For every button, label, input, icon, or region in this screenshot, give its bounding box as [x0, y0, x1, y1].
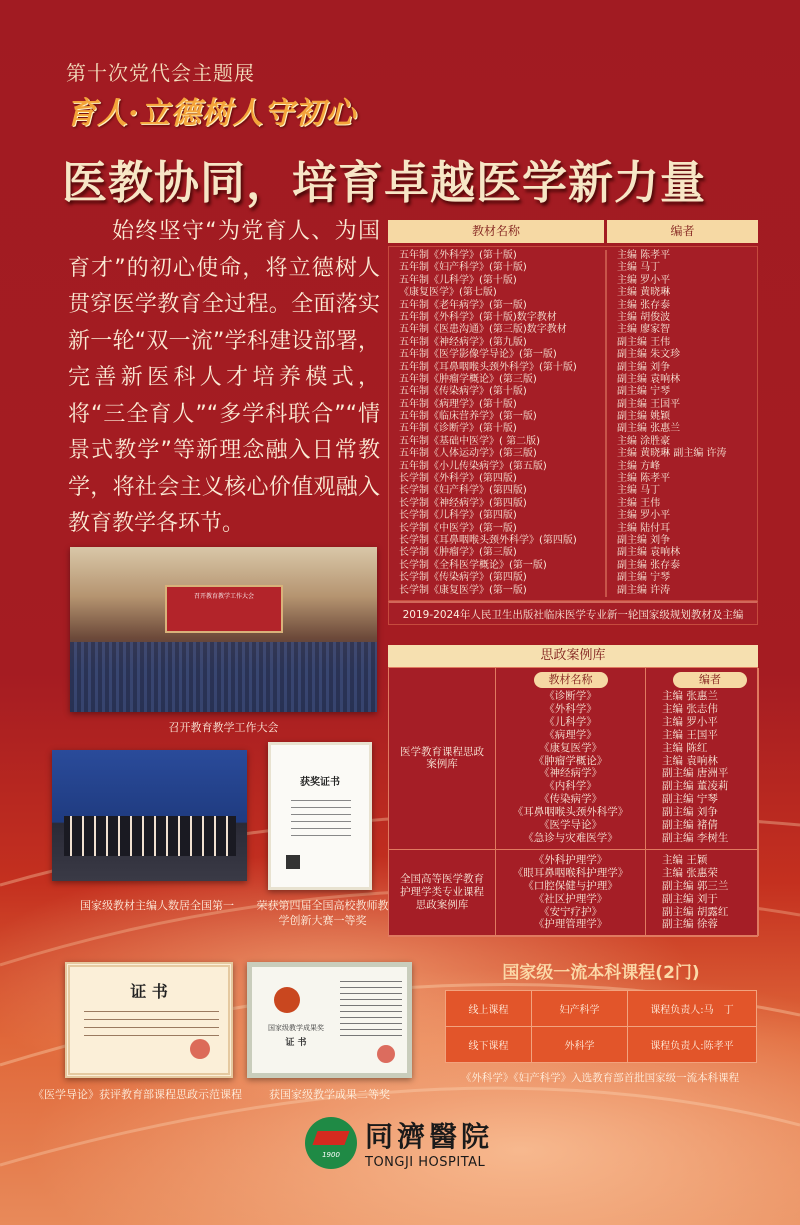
book-name: 《传染病学》 — [539, 793, 602, 806]
editor-name: 副主编 刘争 — [617, 361, 671, 373]
book-name: 《诊断学》 — [544, 690, 597, 702]
hall-banner-text: 召开教育教学工作大会 — [193, 593, 254, 600]
editor-name: 主编 张惠兰 — [662, 690, 718, 702]
book-name: 《社区护理学》 — [533, 892, 608, 905]
table-row — [446, 991, 757, 1027]
table-row — [446, 1027, 757, 1063]
editor-name: 副主编 刘争 — [617, 534, 671, 546]
book-name: 五年制《基础中医学》( 第二版) — [399, 435, 540, 447]
logo-english-name: TONGJI HOSPITAL — [365, 1155, 486, 1170]
book-name: 长学制《妇产科学》(第四版) — [399, 485, 527, 497]
editor-name: 主编 廖家智 — [617, 324, 671, 336]
courses-title: 国家级一流本科课程(2门) — [502, 963, 700, 983]
teaching-award-certificate — [247, 962, 412, 1078]
textbook-table-header — [388, 220, 758, 243]
cert1-title: 证 书 — [130, 982, 168, 1001]
cert2-title: 国家级教学成果奖 — [268, 1024, 324, 1032]
book-name: 五年制《老年病学》(第一版) — [399, 299, 527, 311]
editor-name: 副主编 褚倩 — [662, 819, 718, 832]
hall-stage — [165, 585, 283, 633]
editor-column — [607, 250, 757, 597]
book-name: 五年制《外科学》(第十版)数字教材 — [399, 311, 557, 323]
case-editors — [646, 668, 759, 850]
editor-name: 副主编 刘争 — [662, 806, 718, 819]
book-name: 五年制《人体运动学》(第三版) — [399, 448, 537, 460]
editor-name: 副主编 胡露红 — [662, 905, 729, 918]
book-name: 五年制《诊断学》(第十版) — [399, 423, 517, 435]
case-books — [496, 668, 646, 850]
editor-name: 主编 张存泰 — [617, 299, 671, 311]
seal-icon — [190, 1039, 210, 1059]
cert-text-lines — [340, 981, 402, 1041]
cert-text-lines — [291, 800, 351, 840]
editor-name: 副主编 宁琴 — [662, 793, 718, 806]
editor-name: 主编 张惠荣 — [662, 866, 718, 879]
logo-chinese-name: 同濟醫院 — [365, 1120, 494, 1153]
course-lead: 课程负责人:陈孝平 — [628, 1027, 757, 1063]
book-name: 长学制《外科学》(第四版) — [399, 473, 517, 485]
editor-name: 主编 王伟 — [617, 497, 661, 509]
editor-name: 主编 王国平 — [662, 728, 718, 741]
course-lead: 课程负责人:马 丁 — [628, 991, 757, 1027]
emblem-mark — [312, 1131, 349, 1145]
book-name: 五年制《外科学》(第十版) — [399, 250, 517, 261]
book-name: 五年制《肿瘤学概论》(第三版) — [399, 373, 537, 385]
award-caption: 荣获第四届全国高校教师教学创新大赛一等奖 — [256, 899, 389, 927]
editor-name: 副主编 刘于 — [662, 892, 718, 905]
seal-icon — [377, 1045, 395, 1063]
cert2-caption: 获国家级教学成果二等奖 — [269, 1088, 390, 1101]
book-name-column — [389, 250, 607, 597]
qr-code — [286, 855, 300, 869]
editor-name: 主编 陈孝平 — [617, 250, 671, 261]
book-name: 五年制《儿科学》(第十版) — [399, 274, 517, 286]
courses-caption: 《外科学》《妇产科学》入选教育部首批国家级一流本科课程 — [460, 1072, 740, 1084]
editor-name: 主编 马丁 — [617, 485, 661, 497]
editor-name: 副主编 姚颖 — [617, 411, 671, 423]
book-name: 五年制《妇产科学》(第十版) — [399, 262, 527, 274]
book-name: 长学制《儿科学》(第四版) — [399, 510, 517, 522]
course-name: 外科学 — [532, 1027, 628, 1063]
case-books — [496, 850, 646, 936]
book-name: 《耳鼻咽喉头颈外科学》 — [512, 806, 629, 819]
editor-name: 主编 黄晓琳 副主编 许涛 — [617, 448, 727, 460]
book-name: 《急诊与灾难医学》 — [523, 831, 618, 844]
audience — [70, 642, 377, 712]
header-book-name: 教材名称 — [388, 220, 604, 243]
book-name: 《安宁疗护》 — [539, 905, 602, 918]
case-library-table — [388, 645, 758, 937]
case-group-label: 全国高等医学教育护理学类专业课程思政案例库 — [389, 850, 496, 936]
book-name: 《肿瘤学概论》 — [533, 754, 608, 767]
editor-name: 副主编 董凌莉 — [662, 780, 729, 793]
conference-caption: 召开教育教学工作大会 — [168, 721, 279, 734]
courses-table — [445, 990, 757, 1063]
editor-name: 主编 陈孝平 — [617, 473, 671, 485]
editor-name: 副主编 袁响林 — [617, 547, 681, 559]
book-name: 《外科护理学》 — [533, 853, 608, 866]
editor-name: 副主编 宁琴 — [617, 572, 671, 584]
editor-name: 主编 王颖 — [662, 853, 708, 866]
editor-name: 副主编 王国平 — [617, 398, 681, 410]
case-library-grid — [388, 667, 758, 937]
book-name: 五年制《神经病学》(第九版) — [399, 336, 527, 348]
case-editors — [646, 850, 759, 936]
book-name: 《眼耳鼻咽喉科护理学》 — [512, 866, 629, 879]
editor-name: 主编 胡俊波 — [617, 311, 671, 323]
editor-name: 主编 方峰 — [617, 460, 661, 472]
conference-photo — [70, 547, 377, 712]
editor-name: 副主编 袁响林 — [617, 373, 681, 385]
intro-paragraph: 始终坚守“为党育人、为国育才”的初心使命，将立德树人贯穿医学教育全过程。全面落实新一轮“双一流”学科建设部署，完善新医科人才培养模式，将“三全育人”“多学科联合”“情景式教学”等新理念融入日常教学，将社会主义核心价值观融入教育教学各环节。 — [68, 219, 380, 536]
editor-name: 副主编 王伟 — [617, 336, 671, 348]
book-name: 五年制《小儿传染病学》(第五版) — [399, 460, 547, 472]
emblem-year: 1900 — [322, 1150, 340, 1159]
editor-name: 副主编 郭三兰 — [662, 879, 729, 892]
book-name: 《康复医学》 — [539, 741, 602, 754]
book-name: 长学制《中医学》(第一版) — [399, 522, 517, 534]
editor-name: 主编 马丁 — [617, 262, 661, 274]
editor-name: 主编 罗小平 — [617, 274, 671, 286]
textbook-table — [388, 220, 758, 625]
award-cert-title: 获奖证书 — [300, 777, 340, 788]
header-editor: 编者 — [673, 672, 747, 688]
book-name: 《口腔保健与护理》 — [523, 879, 618, 892]
editor-name: 副主编 张存泰 — [617, 559, 681, 571]
editor-name: 副主编 宁琴 — [617, 386, 671, 398]
editor-name: 副主编 许涛 — [617, 584, 671, 596]
editor-name: 副主编 张惠兰 — [617, 423, 681, 435]
book-name: 《护理管理学》 — [533, 918, 608, 931]
editor-name: 主编 涂胜豪 — [617, 435, 671, 447]
book-name: 五年制《医患沟通》(第三版)数字教材 — [399, 324, 567, 336]
book-name: 《病理学》 — [544, 728, 597, 741]
course-type: 线下课程 — [446, 1027, 532, 1063]
header-book-name: 教材名称 — [534, 672, 608, 688]
book-name: 长学制《耳鼻咽喉头颈外科学》(第四版) — [399, 534, 577, 546]
hospital-logo — [305, 1115, 493, 1170]
book-name: 长学制《传染病学》(第四版) — [399, 572, 527, 584]
editor-name: 主编 罗小平 — [617, 510, 671, 522]
book-name: 五年制《医学影像学导论》(第一版) — [399, 349, 557, 361]
editors-caption: 国家级教材主编人数居全国第一 — [80, 899, 234, 912]
national-emblem-icon — [274, 987, 300, 1013]
exhibition-subtitle: 第十次党代会主题展 — [66, 61, 255, 85]
book-name: 《儿科学》 — [544, 715, 597, 728]
course-certificate — [65, 962, 233, 1078]
editor-name: 主编 黄晓琳 — [617, 287, 671, 299]
book-name: 《康复医学》(第七版) — [399, 287, 497, 299]
editor-name: 主编 陆付耳 — [617, 522, 671, 534]
editors-group-photo — [52, 750, 247, 881]
book-name: 长学制《全科医学概论》(第一版) — [399, 559, 547, 571]
book-name: 五年制《病理学》(第十版) — [399, 398, 517, 410]
group-people — [64, 816, 236, 856]
award-certificate — [268, 742, 372, 890]
book-name: 五年制《临床营养学》(第一版) — [399, 411, 537, 423]
book-name: 《外科学》 — [544, 702, 597, 715]
book-name: 长学制《神经病学》(第四版) — [399, 497, 527, 509]
case-group-label: 医学教育课程思政案例库 — [389, 668, 496, 850]
editor-name: 主编 罗小平 — [662, 715, 718, 728]
cert2-subtitle: 证 书 — [285, 1038, 307, 1048]
page-title: 医教协同，培育卓越医学新力量 — [62, 156, 707, 209]
header-editor: 编者 — [607, 220, 758, 243]
editor-name: 副主编 李树生 — [662, 831, 729, 844]
textbook-table-footer: 2019-2024年人民卫生出版社临床医学专业新一轮国家级规划教材及主编 — [388, 601, 758, 625]
editor-name: 主编 袁响林 — [662, 754, 718, 767]
book-name: 五年制《传染病学》(第十版) — [399, 386, 527, 398]
case-library-title: 思政案例库 — [388, 645, 758, 667]
slogan: 育人·立德树人守初心 — [66, 96, 357, 131]
course-name: 妇产科学 — [532, 991, 628, 1027]
tongji-emblem-icon — [305, 1117, 357, 1169]
editor-name: 主编 张志伟 — [662, 702, 718, 715]
book-name: 《内科学》 — [544, 780, 597, 793]
book-name: 五年制《耳鼻咽喉头颈外科学》(第十版) — [399, 361, 577, 373]
book-name: 长学制《康复医学》(第一版) — [399, 584, 527, 596]
editor-name: 副主编 朱文珍 — [617, 349, 681, 361]
book-name: 《神经病学》 — [539, 767, 602, 780]
cert1-caption: 《医学导论》获评教育部课程思政示范课程 — [33, 1088, 242, 1101]
book-name: 《医学导论》 — [539, 819, 602, 832]
cert-text-lines — [84, 1011, 219, 1041]
editor-name: 主编 陈红 — [662, 741, 708, 754]
editor-name: 副主编 徐蓉 — [662, 918, 718, 931]
editor-name: 副主编 唐洲平 — [662, 767, 729, 780]
course-type: 线上课程 — [446, 991, 532, 1027]
book-name: 长学制《肿瘤学》(第三版) — [399, 547, 517, 559]
